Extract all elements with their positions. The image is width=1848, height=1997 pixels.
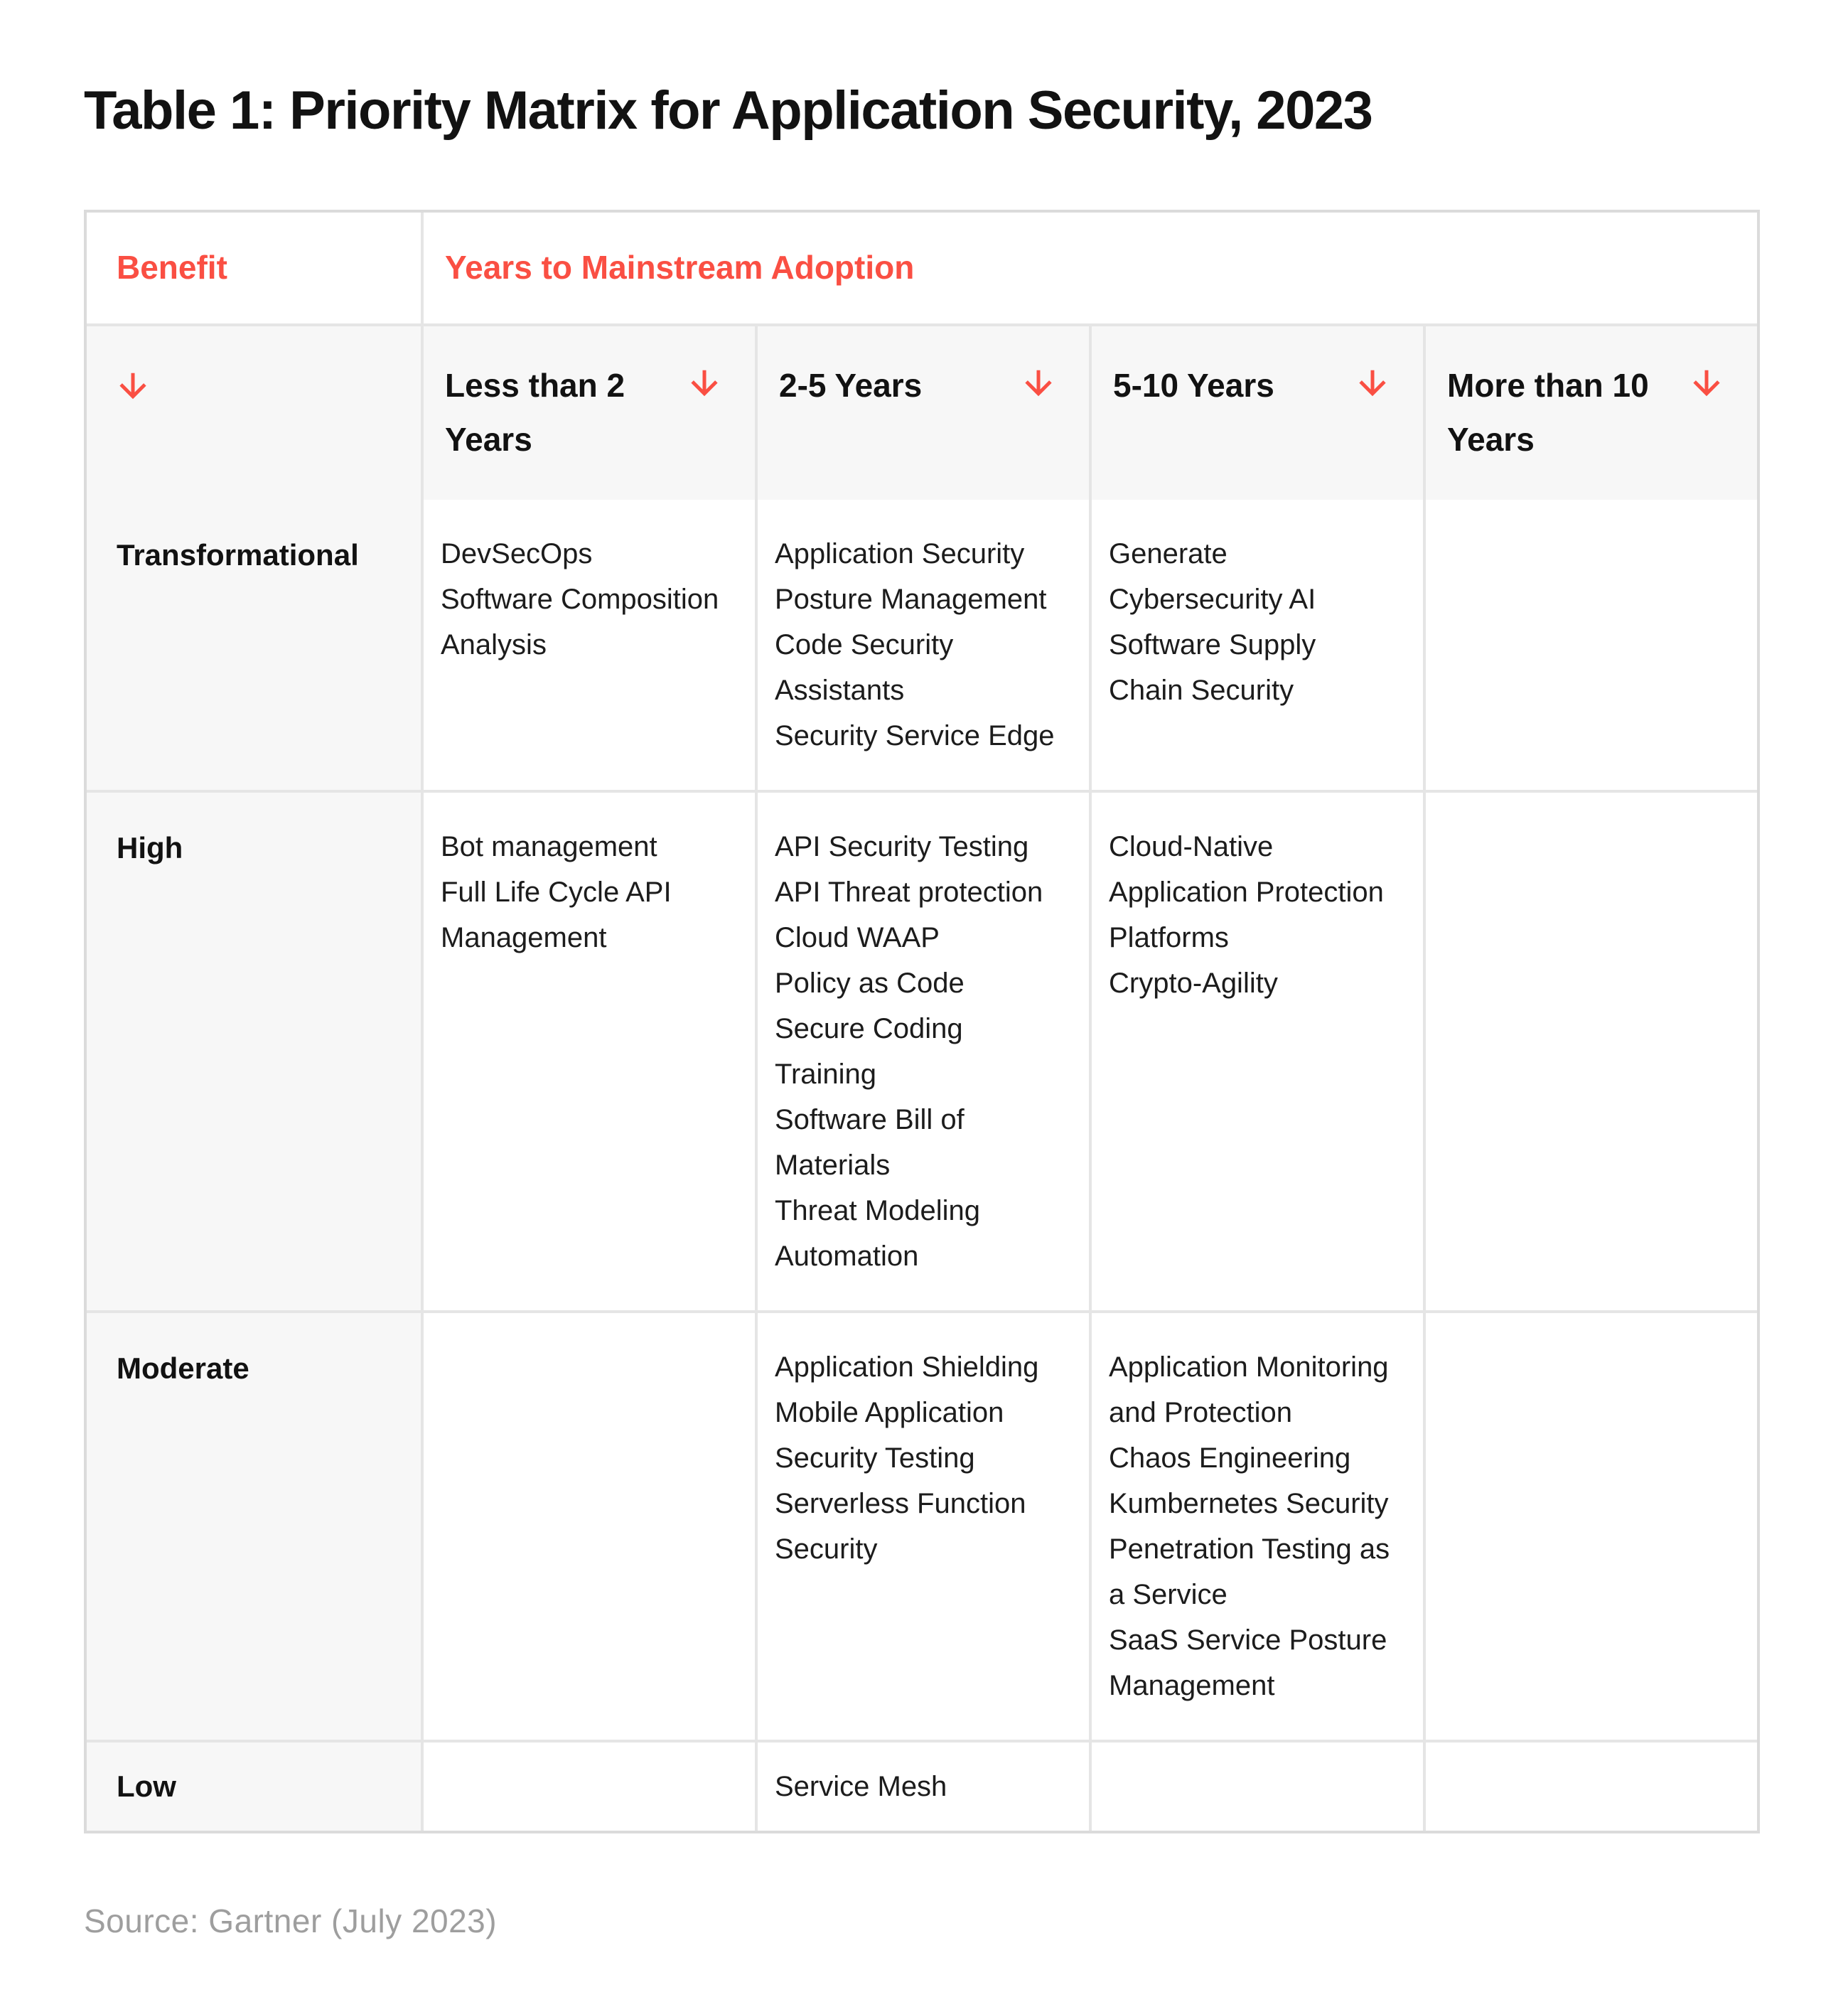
tech-cell: [421, 500, 755, 790]
down-arrow-icon: [117, 369, 149, 402]
tech-item: SaaS Service Posture Management: [1109, 1624, 1387, 1701]
tech-item: Generate Cybersecurity AI: [1109, 537, 1316, 615]
row-label: Transformational: [87, 500, 421, 790]
down-arrow-icon: [1022, 366, 1055, 399]
down-arrow-icon: [688, 366, 721, 399]
column-header-less-than-2-years: [421, 326, 755, 500]
table-body: [87, 500, 1757, 1831]
tech-item: Serverless Function Security: [775, 1487, 1026, 1565]
tech-item: Application Security Posture Management: [775, 537, 1047, 615]
tech-item: Code Security Assistants: [775, 628, 954, 706]
table-header-row-sub: [87, 323, 1757, 500]
tech-item: Service Mesh: [775, 1770, 947, 1802]
tech-item: Penetration Testing as a Service: [1109, 1533, 1390, 1610]
benefit-row-moderate: [87, 1310, 1757, 1740]
tech-cell: [421, 1742, 755, 1831]
tech-item: Security Service Edge: [775, 719, 1055, 751]
tech-item: Threat Modeling Automation: [775, 1194, 981, 1272]
source-caption: Source: Gartner (July 2023): [84, 1902, 498, 1939]
tech-item: Bot management: [441, 830, 657, 862]
benefit-header-cell: [87, 213, 421, 323]
tech-cell: [1089, 793, 1423, 1310]
tech-item: Software Composition Analysis: [441, 583, 719, 660]
tech-item: Cloud-Native Application Protection Platforms: [1109, 830, 1384, 953]
tech-cell: [755, 500, 1089, 790]
benefit-row-transformational: [87, 500, 1757, 790]
group-header-cell: [421, 213, 1757, 323]
tech-cell: [755, 1313, 1089, 1740]
tech-item: Cloud WAAP: [775, 921, 940, 953]
tech-item: API Security Testing: [775, 830, 1029, 862]
down-arrow-icon: [1690, 366, 1723, 399]
tech-item: Policy as Code: [775, 967, 965, 999]
column-header-label: 2-5 Years: [779, 366, 923, 404]
down-arrow-icon: [1356, 366, 1389, 399]
tech-item: Mobile Application Security Testing: [775, 1396, 1004, 1474]
tech-item: Secure Coding Training: [775, 1012, 963, 1090]
benefit-axis-cell: [87, 326, 421, 500]
tech-item: Application Monitoring and Protection: [1109, 1351, 1389, 1428]
group-header-label: Years to Mainstream Adoption: [445, 249, 915, 286]
tech-cell: [1089, 1742, 1423, 1831]
tech-cell: [1089, 1313, 1423, 1740]
tech-cell: [755, 1742, 1089, 1831]
tech-item: Chaos Engineering: [1109, 1442, 1351, 1474]
benefit-row-high: [87, 790, 1757, 1310]
tech-item: Full Life Cycle API Management: [441, 876, 672, 953]
benefit-header-label: Benefit: [117, 249, 227, 286]
tech-cell: [1423, 1742, 1757, 1831]
row-label: Low: [87, 1742, 421, 1831]
tech-item: Software Supply Chain Security: [1109, 628, 1316, 706]
tech-cell: [1423, 500, 1757, 790]
tech-item: Crypto-Agility: [1109, 967, 1278, 999]
row-label: High: [87, 793, 421, 1310]
tech-cell: [1423, 1313, 1757, 1740]
column-header-2-5-years: [755, 326, 1089, 500]
tech-item: API Threat protection: [775, 876, 1043, 908]
priority-matrix-table: [84, 210, 1760, 1833]
column-header-label: Less than 2 Years: [445, 366, 625, 458]
column-header-more-than-10-years: [1423, 326, 1757, 500]
tech-cell: [421, 1313, 755, 1740]
tech-item: Kumbernetes Security: [1109, 1487, 1389, 1519]
tech-cell: [755, 793, 1089, 1310]
table-header-row-top: [87, 213, 1757, 323]
row-label: Moderate: [87, 1313, 421, 1740]
column-header-label: More than 10 Years: [1447, 366, 1649, 458]
page-title: Table 1: Priority Matrix for Application Security, 2023: [84, 80, 1372, 141]
tech-cell: [421, 793, 755, 1310]
tech-item: DevSecOps: [441, 537, 593, 569]
tech-cell: [1423, 793, 1757, 1310]
tech-cell: [1089, 500, 1423, 790]
benefit-row-low: [87, 1740, 1757, 1831]
column-header-5-10-years: [1089, 326, 1423, 500]
tech-item: Software Bill of Materials: [775, 1103, 965, 1181]
column-header-label: 5-10 Years: [1113, 366, 1274, 404]
tech-item: Application Shielding: [775, 1351, 1039, 1383]
